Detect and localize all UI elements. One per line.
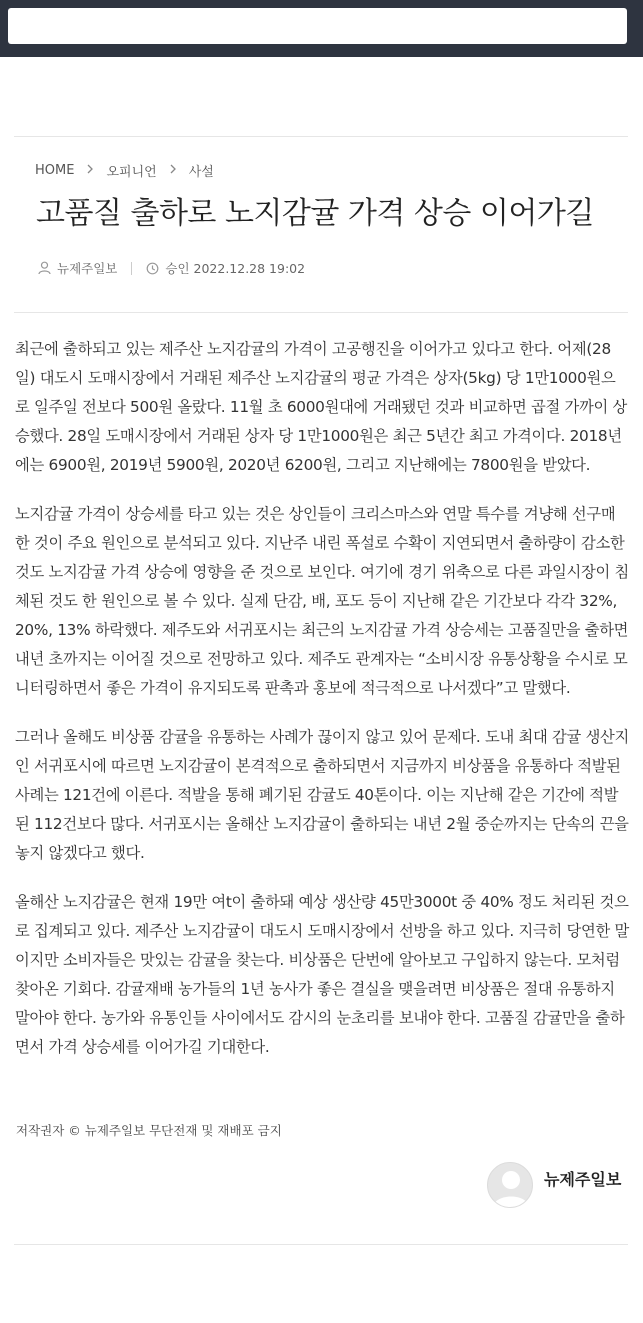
meta-divider xyxy=(131,262,132,275)
article-date: 승인 2022.12.28 19:02 xyxy=(165,261,306,276)
writer-profile[interactable] xyxy=(487,1162,621,1208)
writer-name[interactable]: 뉴제주일보 xyxy=(544,1170,622,1189)
chevron-right-icon xyxy=(169,163,177,177)
footer-divider xyxy=(14,1244,628,1245)
avatar-placeholder-icon xyxy=(487,1162,533,1208)
article-paragraph: 올해산 노지감귤은 현재 19만 여t이 출하돼 예상 생산량 45만3000t 중 40% 정도 처리된 것으로 집계되고 있다. 제주산 노지감귤이 대도시 도매시장에서 선방을 하고 있다. 지극히 당연한 말이지만 소비자들은 맛있는 감귤을 찾는다. 비상품은 단번에 알아보고 구입하지 않는다. 모처럼 찾아온 기회다. 감귤재배 농가들의 1년 농사가 좋은 결실을 맺을려면 비상품은 절대 유통하지 말아야 한다. 농가와 유통인들 사이에서도 감시의 눈초리를 보내야 한다. 고품질 감귤만을 출하면서 가격 상승세를 이어가길 기대한다. xyxy=(15,893,629,1056)
article-title: 고품질 출하로 노지감귤 가격 상승 이어가길 xyxy=(36,196,594,231)
breadcrumb xyxy=(35,160,214,180)
copyright-notice: 저작권자 © 뉴제주일보 무단전재 및 재배포 금지 xyxy=(16,1123,282,1138)
article-body xyxy=(15,335,629,1082)
breadcrumb-home-link[interactable]: HOME xyxy=(35,162,75,178)
breadcrumb-subsection-link[interactable]: 사설 xyxy=(188,164,214,180)
breadcrumb-section-link[interactable]: 오피니언 xyxy=(106,164,157,180)
header-divider xyxy=(14,136,628,137)
user-icon xyxy=(38,261,51,275)
search-input[interactable] xyxy=(8,8,627,44)
clock-icon xyxy=(146,262,159,275)
article-paragraph: 최근에 출하되고 있는 제주산 노지감귤의 가격이 고공행진을 이어가고 있다고 한다. 어제(28일) 대도시 도매시장에서 거래된 제주산 노지감귤의 평균 가격은 상자(5kg) 당 1만1000원으로 일주일 전보다 500원 올랐다. 11월 초 6000원대에 거래됐던 것과 비교하면 곱절 가까이 상승했다. 28일 도매시장에서 거래된 상자 당 1만1000원은 최근 5년간 최고 가격이다. 2018년에는 6900원, 2019년 5900원, 2020년 6200원, 그리고 지난해에는 7800원을 받았다. xyxy=(15,340,628,474)
chevron-right-icon xyxy=(86,163,94,177)
title-divider xyxy=(14,312,628,313)
article-author[interactable]: 뉴제주일보 xyxy=(57,261,118,276)
top-bar xyxy=(0,0,643,57)
article-paragraph: 노지감귤 가격이 상승세를 타고 있는 것은 상인들이 크리스마스와 연말 특수를 겨냥해 선구매한 것이 주요 원인으로 분석되고 있다. 지난주 내린 폭설로 수확이 지연되면서 출하량이 감소한 것도 노지감귤 가격 상승에 영향을 준 것으로 보인다. 여기에 경기 위축으로 다른 과일시장이 침체된 것도 한 원인으로 볼 수 있다. 실제 단감, 배, 포도 등이 지난해 같은 기간보다 각각 32%, 20%, 13% 하락했다. 제주도와 서귀포시는 최근의 노지감귤 가격 상승세는 고품질만을 출하면 내년 초까지는 이어질 것으로 전망하고 있다. 제주도 관계자는 “소비시장 유통상황을 수시로 모니터링하면서 좋은 가격이 유지되도록 판촉과 홍보에 적극적으로 나서겠다”고 말했다. xyxy=(15,505,629,697)
article-paragraph: 그러나 올해도 비상품 감귤을 유통하는 사례가 끊이지 않고 있어 문제다. 도내 최대 감귤 생산지인 서귀포시에 따르면 노지감귤이 본격적으로 출하되면서 지금까지 비상품을 유통하다 적발된 사례는 121건에 이른다. 적발을 통해 폐기된 감귤도 40톤이다. 이는 지난해 같은 기간에 적발된 112건보다 많다. 서귀포시는 올해산 노지감귤이 출하되는 내년 2월 중순까지는 단속의 끈을 놓지 않겠다고 했다. xyxy=(15,728,629,862)
article-meta xyxy=(38,258,305,278)
